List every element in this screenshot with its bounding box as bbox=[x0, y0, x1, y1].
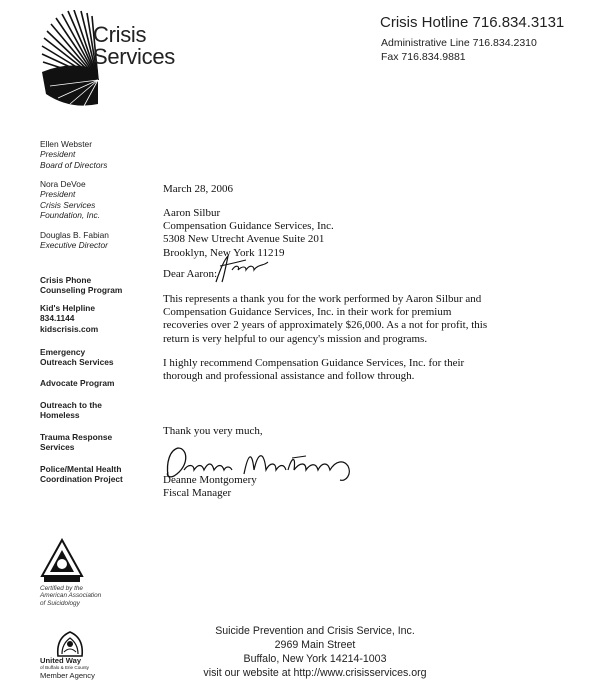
person-name: Nora DeVoe bbox=[40, 179, 86, 189]
person-title: President bbox=[40, 149, 76, 160]
recipient-line: 5308 New Utrecht Avenue Suite 201 bbox=[163, 233, 325, 246]
paragraph-line: return is very helpful to our agency's mission and programs. bbox=[163, 332, 428, 345]
program-line: Police/Mental Health bbox=[40, 464, 122, 474]
recipient-line: Compensation Guidance Services, Inc. bbox=[163, 220, 334, 233]
program-kids-helpline bbox=[40, 303, 98, 334]
signer-title: Fiscal Manager bbox=[163, 487, 232, 500]
footer-city: Buffalo, New York 14214-1003 bbox=[243, 653, 387, 665]
program-line: Outreach Services bbox=[40, 357, 114, 368]
aas-certification-seal-icon bbox=[40, 538, 84, 584]
united-way-caption bbox=[40, 656, 95, 680]
person-title: President bbox=[40, 189, 76, 200]
program-line: Homeless bbox=[40, 410, 80, 421]
program-line: Services bbox=[40, 442, 75, 453]
logo-line-crisis: Crisis bbox=[93, 22, 147, 47]
aas-caption-line: American Association bbox=[40, 592, 102, 600]
program-emergency-outreach bbox=[40, 347, 114, 368]
program-line: kidscrisis.com bbox=[40, 323, 99, 334]
foundation-president bbox=[40, 179, 100, 220]
program-line: Advocate Program bbox=[40, 378, 115, 388]
united-way-hand-icon bbox=[40, 628, 100, 658]
letter-date: March 28, 2006 bbox=[163, 183, 233, 195]
person-title: Board of Directors bbox=[40, 159, 108, 170]
aas-caption-line: Certified by the bbox=[40, 585, 83, 592]
paragraph-line: This represents a thank you for the work performed by Aaron Silbur and bbox=[163, 293, 482, 305]
paragraph-line: I highly recommend Compensation Guidance Services, Inc. for their bbox=[163, 357, 465, 369]
person-title: Crisis Services bbox=[40, 199, 96, 210]
signer-name: Deanne Montgomery bbox=[163, 474, 257, 486]
paragraph-thank-you bbox=[163, 293, 487, 346]
program-line: 834.1144 bbox=[40, 313, 75, 324]
program-line: Counseling Program bbox=[40, 285, 123, 296]
paragraph-recommendation bbox=[163, 357, 464, 383]
program-advocate bbox=[40, 378, 114, 388]
united-way-name: United Way bbox=[40, 656, 82, 665]
program-line: Trauma Response bbox=[40, 432, 113, 442]
program-line: Kid's Helpline bbox=[40, 303, 96, 313]
salutation: Dear Aaron: bbox=[163, 268, 218, 280]
footer-organization: Suicide Prevention and Crisis Service, Inc. bbox=[215, 625, 415, 637]
handwritten-signature-icon bbox=[160, 440, 370, 485]
board-president bbox=[40, 139, 108, 170]
paragraph-line: Compensation Guidance Services, Inc. in their work for premium bbox=[163, 306, 452, 319]
program-line: Emergency bbox=[40, 347, 86, 357]
program-outreach-homeless bbox=[40, 400, 102, 421]
program-line: Crisis Phone bbox=[40, 275, 92, 285]
united-way-member: Member Agency bbox=[40, 671, 95, 680]
closing: Thank you very much, bbox=[163, 425, 263, 437]
program-trauma-response bbox=[40, 432, 112, 453]
logo-line-services: Services bbox=[93, 44, 175, 69]
program-crisis-phone bbox=[40, 275, 122, 296]
recipient-line: Aaron Silbur bbox=[163, 207, 221, 219]
recipient-line: Brooklyn, New York 11219 bbox=[163, 246, 285, 259]
person-name: Douglas B. Fabian bbox=[40, 230, 109, 240]
crisis-hotline: Crisis Hotline 716.834.3131 bbox=[380, 14, 565, 31]
administrative-line: Administrative Line 716.834.2310 bbox=[381, 37, 537, 49]
program-line: Coordination Project bbox=[40, 474, 123, 485]
handwritten-initials-icon bbox=[212, 252, 272, 286]
executive-director bbox=[40, 230, 109, 251]
footer-street: 2969 Main Street bbox=[274, 639, 356, 651]
program-line: Outreach to the bbox=[40, 400, 102, 410]
fax-line: Fax 716.834.9881 bbox=[381, 51, 466, 63]
letterhead-footer bbox=[170, 624, 460, 680]
united-way-region: of Buffalo & Erie County bbox=[40, 665, 89, 670]
program-police-mental-health bbox=[40, 464, 123, 485]
person-title: Executive Director bbox=[40, 240, 108, 251]
paragraph-line: recoveries over 2 years of approximately $26,000. As a not for profit, this bbox=[163, 319, 488, 332]
footer-website: visit our website at http://www.crisisservices.org bbox=[203, 667, 427, 679]
person-title: Foundation, Inc. bbox=[40, 209, 101, 220]
person-name: Ellen Webster bbox=[40, 139, 92, 149]
paragraph-line: thorough and professional assistance and follow through. bbox=[163, 370, 415, 383]
aas-caption bbox=[40, 585, 101, 607]
aas-caption-line: of Suicidology bbox=[40, 599, 80, 607]
